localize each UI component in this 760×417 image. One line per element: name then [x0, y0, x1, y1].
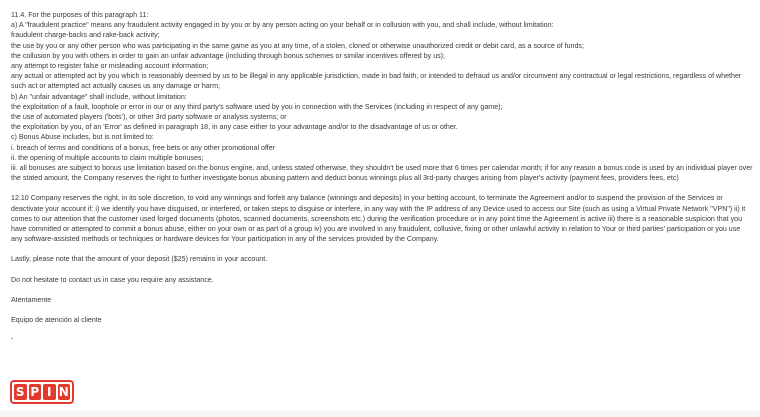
paragraph-11-b: b) An "unfair advantage" shall include, without limitation: — [11, 92, 187, 101]
spacer — [11, 244, 753, 254]
logo-letter-p: P — [30, 385, 40, 399]
paragraph-11-c-item: iii. all bonuses are subject to bonus use limitation based on the bonus engine, and, unless stated otherwise, they shouldn't be used more that 6 times per calendar month; if for any reason a bonus code is used by an individual player over the stated amount, the Company reserves the right to further investigate bonus abusing pattern and deduct bonus winnings plus all 3rd-party charges arising from player's activity (payment fees, providers fees, etc) — [11, 164, 753, 183]
signature-text: Equipo de atención al cliente — [11, 316, 102, 325]
paragraph-11-b-item: the exploitation by you, of an 'Error' as defined in paragraph 18, in any case either to your advantage and/or to the disadvantage of us or other. — [11, 123, 458, 132]
spacer — [11, 183, 753, 193]
closing-text: Atentamente — [11, 295, 52, 304]
separator-dash: - — [11, 334, 14, 343]
paragraph-11-heading: 11.4. For the purposes of this paragraph 11: — [11, 11, 149, 19]
paragraph-11-b-item: the use of automated players ('bots'), or other 3rd party software or analysis systems; or — [11, 113, 287, 122]
contact-note: Do not hesitate to contact us in case you require any assistance. — [11, 275, 214, 284]
email-body — [11, 10, 753, 344]
spacer — [11, 285, 753, 295]
deposit-note: Lastly, please note that the amount of your deposit ($25) remains in your account. — [11, 255, 268, 264]
spacer — [11, 305, 753, 315]
paragraph-11-a-item: any actual or attempted act by you which is reasonably deemed by us to be illegal in any applicable jurisdiction, made in bad faith, or intended to defraud us and/or circumvent any contractual or legal restrictions, regardless of whether such act or attempted act actually causes us any damage or harm; — [11, 72, 742, 91]
paragraph-11-c-item: i. breach of terms and conditions of a bonus, free bets or any other promotional offer — [11, 143, 276, 152]
paragraph-11-a: a) A "fraudulent practice" means any fraudulent activity engaged in by you or by any person acting on your behalf or in collusion with you, and shall include, without limitation: — [11, 21, 554, 30]
paragraph-11-a-item: the collusion by you with others in order to gain an unfair advantage (including through bonus schemes or similar incentives offered by us); — [11, 51, 446, 60]
paragraph-11-a-item: the use by you or any other person who was participating in the same game as you at any time, of a stolen, cloned or otherwise unauthorized credit or debit card, as a source of funds; — [11, 41, 584, 50]
logo-letter-n: N — [58, 385, 69, 399]
paragraph-11-c-item: ii. the opening of multiple accounts to claim multiple bonuses; — [11, 153, 204, 162]
footer-strip — [0, 411, 760, 417]
spin-logo — [10, 380, 74, 404]
spacer — [11, 325, 753, 334]
spacer — [11, 265, 753, 275]
paragraph-11-a-item: any attempt to register false or misleading account information; — [11, 62, 209, 71]
paragraph-11-c: c) Bonus Abuse includes, but is not limited to: — [11, 133, 154, 142]
logo-letter-s: S — [15, 385, 25, 399]
paragraph-11-b-item: the exploitation of a fault, loophole or error in our or any third party's software used by you in connection with the Services (including in respect of any game); — [11, 102, 503, 111]
paragraph-12-10: 12.10 Company reserves the right, in its sole discretion, to void any winnings and forfeit any balance (winnings and deposits) in your betting account, to terminate the Agreement and/or to suspend the provision of the Services or deactivate your account if: i) we identify you have disguised, or interfered, or taken steps to disguise or interfere, in any way with the IP address of any Device used to access our Site (such as using a Virtual Private Network "VPN") ii) it comes to our attention that the customer used forged documents (photos, scanned documents, screenshots etc.) during the verification procedure or in any point time the Agreement is active iii) there is a reasonable suspicion that you have committed or attempted to commit a bonus abuse, either on your own or as part of a group iv) you are involved in any fraudulent, collusive, fixing or other unlawful activity in relation to Your or third parties' participation or you use any software-assisted methods or techniques or hardware devices for Your participation in any of the services provided by the Company. — [11, 194, 746, 244]
paragraph-11-a-item: fraudulent charge-backs and rake-back activity; — [11, 31, 160, 40]
logo-letter-i: I — [43, 384, 56, 400]
